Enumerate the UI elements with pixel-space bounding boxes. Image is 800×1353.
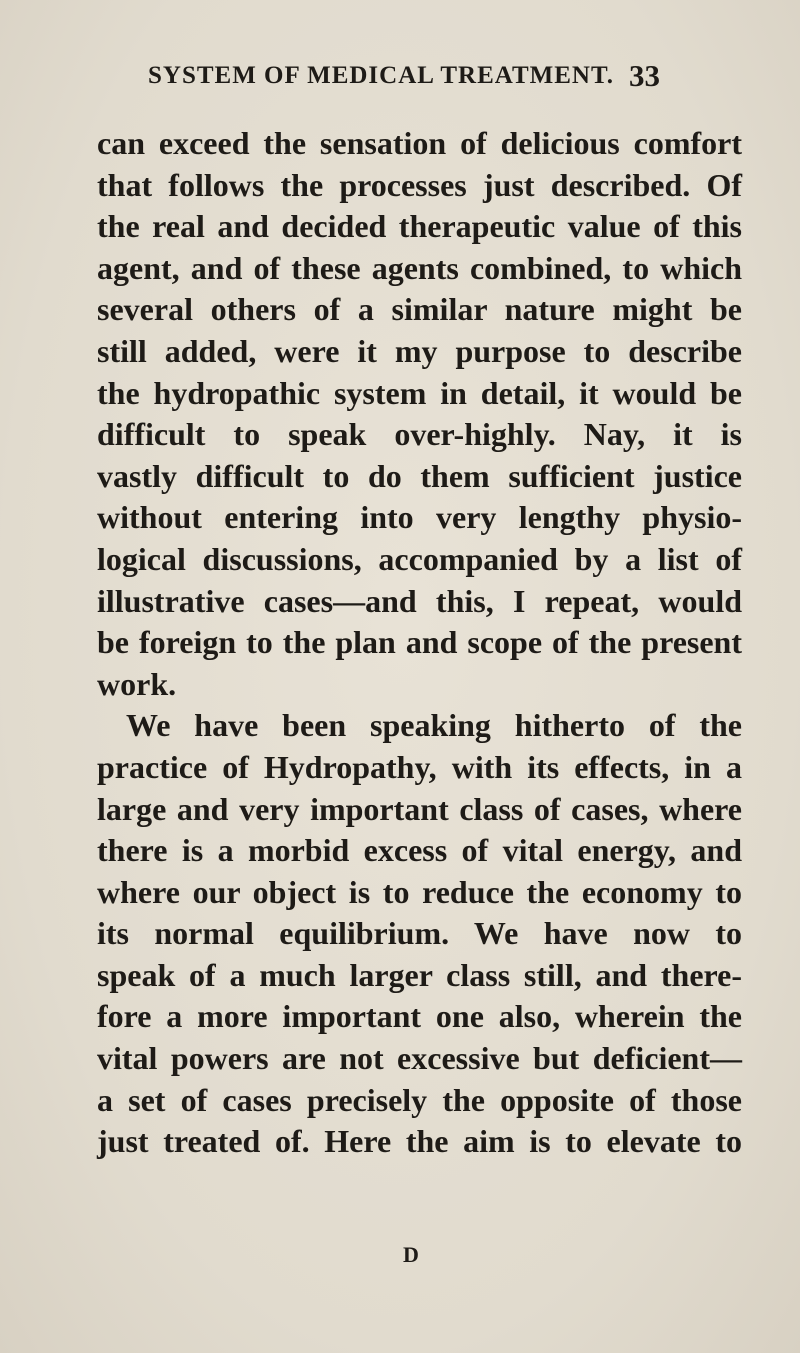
text-line: can exceed the sensation of delicious comfort bbox=[97, 125, 742, 161]
paragraph bbox=[97, 123, 742, 705]
page-number: 33 bbox=[629, 58, 660, 93]
running-head-title: SYSTEM OF MEDICAL TREATMENT. bbox=[148, 62, 615, 89]
text-line: several others of a similar nature might be bbox=[97, 291, 742, 328]
text-line: logical discussions, accompanied by a list of bbox=[97, 540, 742, 577]
text-line: be foreign to the plan and scope of the present bbox=[97, 624, 742, 661]
text-line: fore a more important one also, wherein the bbox=[97, 998, 742, 1035]
text-line: the hydropathic system in detail, it would be bbox=[97, 374, 742, 411]
text-line: large and very important class of cases, where bbox=[97, 790, 742, 827]
body-text bbox=[97, 123, 742, 1163]
text-line: that follows the processes just described. Of bbox=[97, 166, 742, 203]
paragraph bbox=[97, 705, 742, 1163]
text-line: agent, and of these agents combined, to which bbox=[97, 249, 742, 286]
text-line: its normal equilibrium. We have now to bbox=[97, 915, 742, 952]
text-line: difficult to speak over-highly. Nay, it is bbox=[97, 416, 742, 453]
text-line: practice of Hydropathy, with its effects, in a bbox=[97, 748, 742, 785]
text-line: vital powers are not excessive but deficient— bbox=[97, 1040, 742, 1077]
text-line: work. bbox=[97, 665, 177, 702]
text-line: where our object is to reduce the economy to bbox=[97, 873, 742, 910]
text-line: the real and decided therapeutic value of this bbox=[97, 208, 742, 245]
running-head bbox=[148, 58, 660, 102]
text-line: without entering into very lengthy physio- bbox=[97, 499, 742, 536]
text-line: vastly difficult to do them sufficient justice bbox=[97, 457, 742, 494]
text-line: still added, were it my purpose to describe bbox=[97, 332, 742, 369]
text-line: a set of cases precisely the opposite of those bbox=[97, 1081, 742, 1118]
text-line: illustrative cases—and this, I repeat, would bbox=[97, 582, 742, 619]
text-line: We have been speaking hitherto of the bbox=[126, 707, 742, 744]
signature-mark: D bbox=[403, 1242, 419, 1267]
text-line: there is a morbid excess of vital energy, and bbox=[97, 832, 742, 869]
text-line: speak of a much larger class still, and there- bbox=[97, 956, 742, 993]
text-line: just treated of. Here the aim is to elevate to bbox=[97, 1123, 742, 1160]
